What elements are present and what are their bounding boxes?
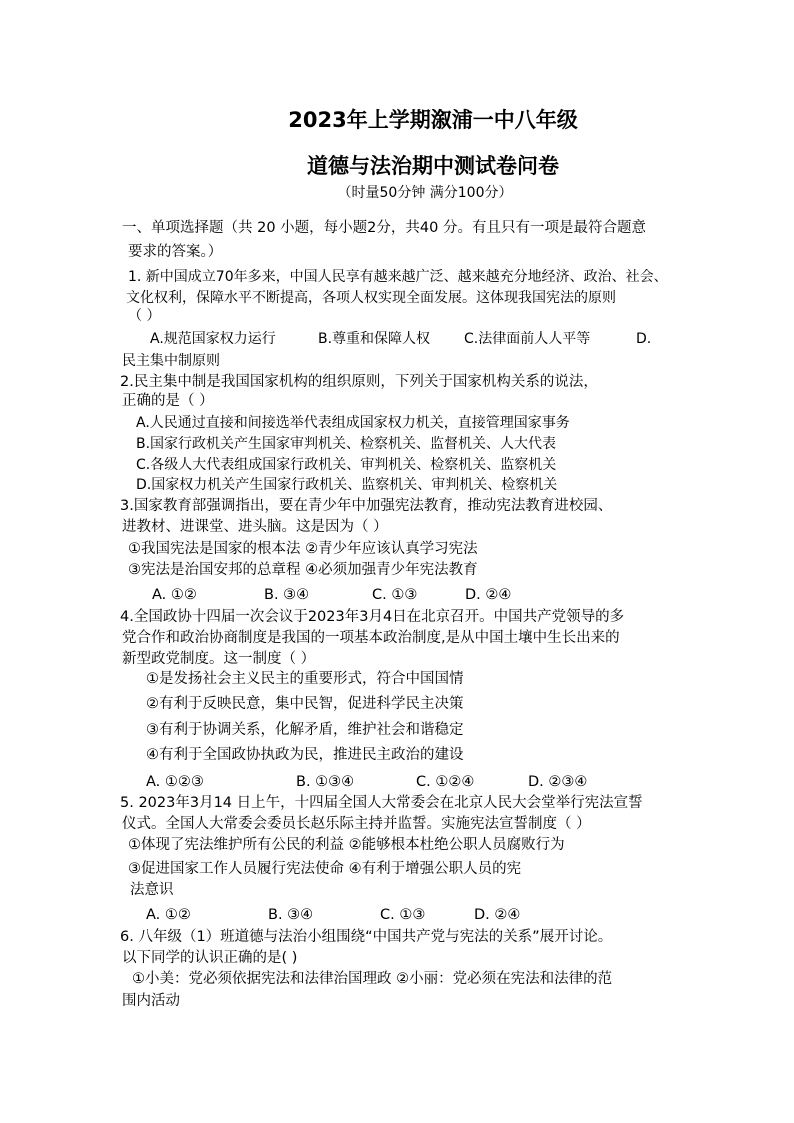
- q3-option-b: B. ③④: [264, 587, 310, 603]
- q4-item2: ②有利于反映民意，集中民智，促进科学民主决策: [146, 696, 464, 712]
- exam-subtitle: （时量50分钟 满分100分）: [337, 185, 513, 201]
- q1-option-c: C.法律面前人人平等: [464, 331, 591, 347]
- q3-option-c: C. ①③: [372, 587, 418, 603]
- q3-stem-line1: 3.国家教育部强调指出，要在青少年中加强宪法教育，推动宪法教育进校园、: [120, 498, 613, 514]
- q6-stem-line2: 以下同学的认识正确的是( ): [122, 950, 298, 966]
- q4-option-a: A. ①②③: [146, 774, 204, 790]
- q1-option-b: B.尊重和保障人权: [318, 331, 431, 347]
- q4-stem-line1: 4.全国政协十四届一次会议于2023年3月4日在北京召开。中国共产党领导的多: [120, 609, 625, 625]
- q6-items-line1: ①小美：党必须依据宪法和法律治国理政 ②小丽：党必须在宪法和法律的范: [132, 971, 613, 987]
- q3-option-a: A. ①②: [152, 587, 197, 603]
- q5-stem-line2: 仪式。全国人大常委会委员长赵乐际主持并监誓。实施宪法宣誓制度（ ）: [122, 816, 591, 832]
- q1-option-d-prefix: D.: [636, 331, 652, 347]
- q4-item1: ①是发扬社会主义民主的重要形式，符合中国国情: [146, 671, 464, 687]
- q4-stem-line3: 新型政党制度。这一制度（ ）: [122, 651, 316, 667]
- q4-option-c: C. ①②④: [416, 774, 475, 790]
- q2-stem-line2: 正确的是（ ）: [122, 393, 214, 409]
- q1-stem-line3: （ ）: [128, 308, 161, 324]
- section1-heading-line2: 要求的答案。）: [128, 244, 223, 260]
- q5-items-line3: 法意识: [130, 882, 174, 898]
- q3-option-d: D. ②④: [465, 587, 512, 603]
- q1-stem-line1: 1. 新中国成立70年多来，中国人民享有越来越广泛、越来越充分地经济、政治、社会、: [128, 269, 668, 285]
- q5-option-c: C. ①③: [380, 907, 426, 923]
- q4-item3: ③有利于协调关系，化解矛盾，维护社会和谐稳定: [146, 722, 464, 738]
- q4-option-d: D. ②③④: [528, 774, 588, 790]
- q5-option-d: D. ②④: [474, 907, 521, 923]
- q5-option-b: B. ③④: [268, 907, 314, 923]
- q2-option-c: C.各级人大代表组成国家行政机关、审判机关、检察机关、监察机关: [136, 457, 557, 473]
- q1-option-a: A.规范国家权力运行: [150, 331, 276, 347]
- q1-option-d-text: 民主集中制原则: [122, 353, 220, 369]
- q5-stem-line1: 5. 2023年3月14 日上午，十四届全国人大常委会在北京人民大会堂举行宪法宣誓: [120, 795, 643, 811]
- q2-option-b: B.国家行政机关产生国家审判机关、检察机关、监督机关、人大代表: [136, 436, 557, 452]
- q5-items-line2: ③促进国家工作人员履行宪法使命 ④有利于增强公职人员的宪: [128, 861, 522, 877]
- exam-title-line2: 道德与法治期中测试卷问卷: [307, 154, 559, 178]
- q1-stem-line2: 文化权利，保障水平不断提高，各项人权实现全面发展。这体现我国宪法的原则: [126, 290, 616, 306]
- q4-item4: ④有利于全国政协执政为民，推进民主政治的建设: [146, 747, 464, 763]
- q4-stem-line2: 党合作和政治协商制度是我国的一项基本政治制度,是从中国土壤中生长出来的: [122, 630, 620, 646]
- q2-option-d: D.国家权力机关产生国家行政机关、监察机关、审判机关、检察机关: [136, 477, 558, 493]
- q5-items-line1: ①体现了宪法维护所有公民的利益 ②能够根本杜绝公职人员腐败行为: [128, 837, 565, 853]
- q6-stem-line1: 6. 八年级（1）班道德与法治小组围绕“中国共产党与宪法的关系”展开讨论。: [120, 929, 613, 945]
- q6-items-line2: 围内活动: [122, 993, 180, 1009]
- q3-stem-line2: 进教材、进课堂、进头脑。这是因为（ ）: [122, 519, 388, 535]
- section1-heading-line1: 一、单项选择题（共 20 小题，每小题2分，共40 分。有且只有一项是最符合题意: [122, 220, 646, 236]
- q2-stem-line1: 2.民主集中制是我国国家机构的组织原则，下列关于国家机构关系的说法，: [120, 374, 598, 390]
- q2-option-a: A.人民通过直接和间接选举代表组成国家权力机关，直接管理国家事务: [136, 415, 570, 431]
- q5-option-a: A. ①②: [146, 907, 191, 923]
- exam-title-line1: 2023年上学期溆浦一中八年级: [288, 108, 578, 132]
- q4-option-b: B. ①③④: [296, 774, 355, 790]
- q3-items-line2: ③宪法是治国安邦的总章程 ④必须加强青少年宪法教育: [128, 562, 478, 578]
- q3-items-line1: ①我国宪法是国家的根本法 ②青少年应该认真学习宪法: [128, 541, 478, 557]
